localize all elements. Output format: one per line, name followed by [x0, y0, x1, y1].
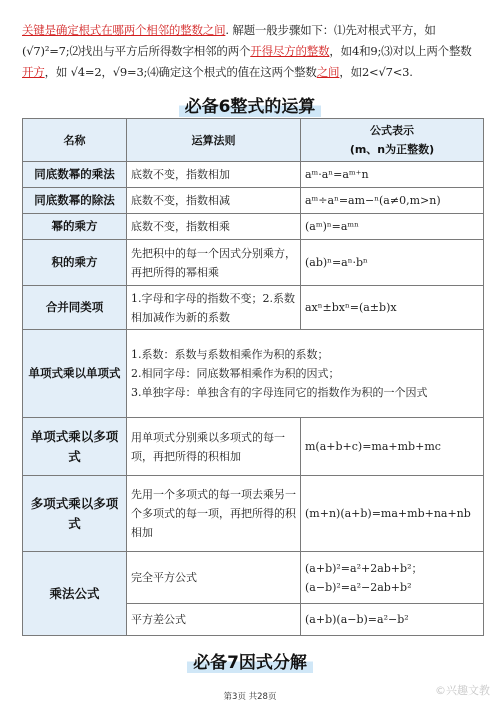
section-heading-6	[0, 92, 500, 117]
row-formula: (m+n)(a+b)=ma+mb+na+nb	[301, 476, 484, 552]
table-row	[23, 286, 484, 330]
row-rule: 1.字母和字母的指数不变；2.系数相加减作为新的系数	[127, 286, 301, 330]
intro-text-3: ，如 √4=2，√9=3;⑷确定这个根式的值在这两个整数	[44, 65, 317, 79]
table-row	[23, 476, 484, 552]
rule-line: 2.相同字母：同底数幂相乘作为积的因式；	[131, 367, 340, 380]
header-rule: 运算法则	[127, 119, 301, 162]
row-name: 同底数幂的除法	[23, 188, 127, 214]
row-rule	[127, 330, 484, 418]
table-row	[23, 552, 484, 604]
row-rule: 用单项式分别乘以多项式的每一项，再把所得的积相加	[127, 418, 301, 476]
polynomial-operations-table	[22, 118, 484, 636]
row-formula: (aᵐ)ⁿ=aᵐⁿ	[301, 214, 484, 240]
table-row	[23, 214, 484, 240]
intro-paragraph	[22, 20, 482, 83]
row-formula: (a+b)²=a²+2ab+b²；(a−b)²=a²−2ab+b²	[301, 552, 484, 604]
row-rule: 先把积中的每一个因式分别乘方，再把所得的幂相乘	[127, 240, 301, 286]
header-formula-title: 公式表示	[370, 124, 414, 137]
intro-text-2: ，如4和9;⑶对以上两个整数	[329, 44, 472, 58]
section-title: 必备7因式分解	[187, 648, 313, 673]
row-rule: 完全平方公式	[127, 552, 301, 604]
row-formula: (a+b)(a−b)=a²−b²	[301, 604, 484, 636]
section-heading-7	[0, 648, 500, 673]
row-name: 积的乘方	[23, 240, 127, 286]
table-row	[23, 188, 484, 214]
row-name: 同底数幂的乘法	[23, 162, 127, 188]
rule-line: 1.系数：系数与系数相乘作为积的系数；	[131, 348, 329, 361]
header-name: 名称	[23, 119, 127, 162]
rule-line: 3.单独字母：单独含有的字母连同它的指数作为积的一个因式	[131, 386, 428, 399]
row-formula: aᵐ÷aⁿ=am−ⁿ(a≠0,m>n)	[301, 188, 484, 214]
intro-key-phrase: 关键是确定根式在哪两个相邻的整数之间	[22, 23, 226, 37]
row-name: 合并同类项	[23, 286, 127, 330]
row-name: 乘法公式	[23, 552, 127, 636]
row-rule: 底数不变，指数相加	[127, 162, 301, 188]
row-rule: 先用一个多项式的每一项去乘另一个多项式的每一项，再把所得的积相加	[127, 476, 301, 552]
header-formula-note: (m、n为正整数)	[349, 143, 435, 156]
section-title: 必备6整式的运算	[179, 92, 322, 117]
intro-key-phrase-4: 之间	[316, 65, 340, 79]
row-name: 多项式乘以多项式	[23, 476, 127, 552]
header-formula	[301, 119, 484, 162]
intro-key-phrase-2: 开得尽方的整数	[250, 44, 330, 58]
table-row	[23, 162, 484, 188]
page-number: 第3页 共28页	[223, 692, 277, 702]
intro-text-4: ，如2<√7<3.	[339, 65, 413, 79]
row-formula: m(a+b+c)=ma+mb+mc	[301, 418, 484, 476]
row-rule: 底数不变，指数相乘	[127, 214, 301, 240]
row-name: 单项式乘以单项式	[23, 330, 127, 418]
watermark: ©兴趣文教	[435, 684, 490, 697]
table-row	[23, 240, 484, 286]
row-formula: (ab)ⁿ=aⁿ·bⁿ	[301, 240, 484, 286]
table-header-row	[23, 119, 484, 162]
row-rule: 底数不变，指数相减	[127, 188, 301, 214]
row-name: 幂的乘方	[23, 214, 127, 240]
intro-key-phrase-3: 开方	[22, 65, 45, 79]
row-rule: 平方差公式	[127, 604, 301, 636]
intro-text-1: . 解题一般步骤如下：⑴先对根式平方，如(√7)²=7;⑵找出与平方后所得数字相邻的两个	[22, 23, 436, 58]
row-formula: aᵐ·aⁿ=aᵐ⁺n	[301, 162, 484, 188]
table-row	[23, 418, 484, 476]
row-name: 单项式乘以多项式	[23, 418, 127, 476]
table-row	[23, 330, 484, 418]
row-formula: axⁿ±bxⁿ=(a±b)x	[301, 286, 484, 330]
